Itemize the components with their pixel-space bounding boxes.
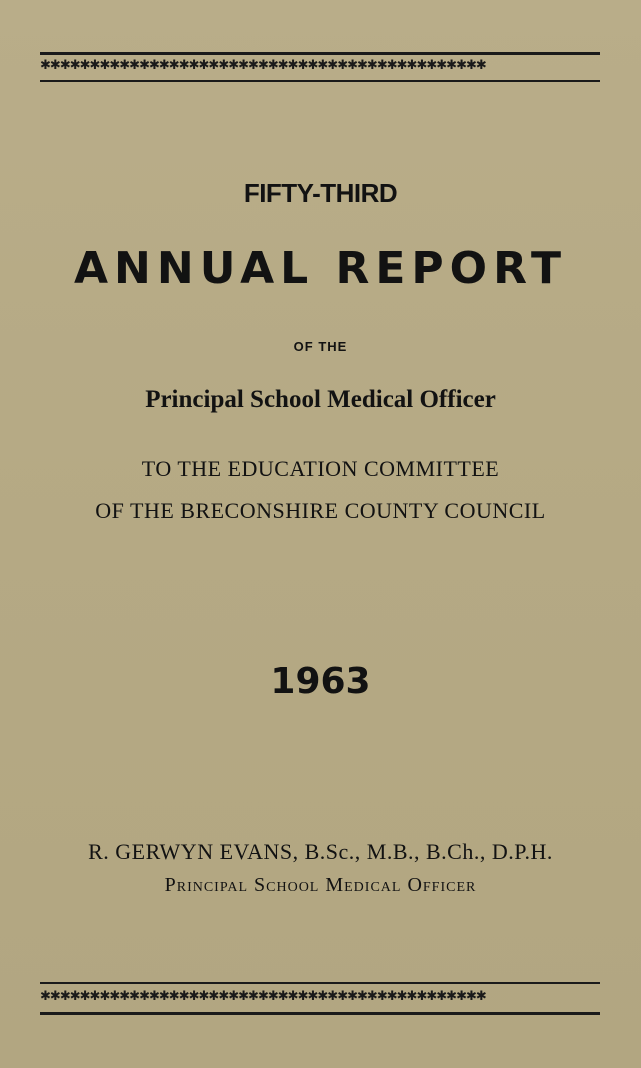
star-icon: ✱ bbox=[436, 989, 447, 1004]
star-icon: ✱ bbox=[228, 58, 239, 73]
star-icon: ✱ bbox=[158, 58, 169, 73]
star-icon: ✱ bbox=[446, 989, 457, 1004]
star-icon: ✱ bbox=[277, 58, 288, 73]
author-name: R. GERWYN EVANS, B.Sc., M.B., B.Ch., D.P.H. bbox=[88, 839, 553, 864]
star-icon: ✱ bbox=[109, 989, 120, 1004]
star-icon: ✱ bbox=[218, 58, 229, 73]
report-ordinal: FIFTY-THIRD bbox=[243, 178, 398, 208]
star-icon: ✱ bbox=[198, 989, 209, 1004]
star-icon: ✱ bbox=[257, 989, 268, 1004]
star-icon: ✱ bbox=[139, 989, 149, 1004]
star-icon: ✱ bbox=[248, 58, 258, 73]
star-icon: ✱ bbox=[287, 58, 298, 73]
star-icon: ✱ bbox=[267, 989, 278, 1004]
star-icon: ✱ bbox=[386, 989, 397, 1004]
star-icon: ✱ bbox=[267, 58, 278, 73]
star-icon: ✱ bbox=[357, 989, 367, 1004]
star-icon: ✱ bbox=[248, 989, 258, 1004]
star-icon: ✱ bbox=[129, 58, 140, 73]
star-icon: ✱ bbox=[99, 989, 110, 1004]
star-icon: ✱ bbox=[188, 58, 199, 73]
report-year: 1963 bbox=[270, 661, 371, 702]
star-icon: ✱ bbox=[89, 58, 100, 73]
star-icon: ✱ bbox=[297, 58, 308, 73]
report-title: ANNUAL REPORT bbox=[74, 243, 567, 294]
star-icon: ✱ bbox=[416, 989, 427, 1004]
star-icon: ✱ bbox=[49, 58, 60, 73]
bottom-border-upper-rule bbox=[40, 982, 600, 984]
star-icon: ✱ bbox=[327, 58, 338, 73]
star-icon: ✱ bbox=[456, 989, 466, 1004]
star-icon: ✱ bbox=[456, 58, 466, 73]
star-icon: ✱ bbox=[139, 58, 149, 73]
star-icon: ✱ bbox=[168, 989, 179, 1004]
star-icon: ✱ bbox=[148, 989, 159, 1004]
star-icon: ✱ bbox=[238, 58, 249, 73]
star-icon: ✱ bbox=[277, 989, 288, 1004]
star-icon: ✱ bbox=[396, 989, 407, 1004]
star-icon: ✱ bbox=[465, 989, 476, 1004]
star-icon: ✱ bbox=[119, 58, 130, 73]
top-border-upper-rule bbox=[40, 52, 600, 55]
author-position: Principal School Medical Officer bbox=[164, 874, 477, 896]
star-icon: ✱ bbox=[465, 58, 476, 73]
star-icon: ✱ bbox=[218, 989, 229, 1004]
star-icon: ✱ bbox=[406, 58, 417, 73]
star-icon: ✱ bbox=[307, 989, 318, 1004]
star-icon: ✱ bbox=[426, 58, 437, 73]
star-icon: ✱ bbox=[178, 989, 189, 1004]
star-icon: ✱ bbox=[69, 989, 80, 1004]
bottom-star-ornament-row bbox=[40, 989, 600, 1005]
star-icon: ✱ bbox=[129, 989, 140, 1004]
star-icon: ✱ bbox=[59, 989, 70, 1004]
star-icon: ✱ bbox=[347, 989, 357, 1004]
star-icon: ✱ bbox=[366, 989, 377, 1004]
star-icon: ✱ bbox=[119, 989, 130, 1004]
star-icon: ✱ bbox=[238, 989, 249, 1004]
star-icon: ✱ bbox=[89, 989, 100, 1004]
officer-heading: Principal School Medical Officer bbox=[145, 386, 496, 413]
star-icon: ✱ bbox=[198, 58, 209, 73]
star-icon: ✱ bbox=[446, 58, 457, 73]
star-icon: ✱ bbox=[416, 58, 427, 73]
star-icon: ✱ bbox=[109, 58, 120, 73]
bottom-border-lower-rule bbox=[40, 1012, 600, 1015]
star-icon: ✱ bbox=[406, 989, 417, 1004]
star-icon: ✱ bbox=[148, 58, 159, 73]
star-icon: ✱ bbox=[337, 58, 348, 73]
star-icon: ✱ bbox=[188, 989, 199, 1004]
star-icon: ✱ bbox=[49, 989, 60, 1004]
top-star-ornament-row bbox=[40, 58, 600, 74]
star-icon: ✱ bbox=[396, 58, 407, 73]
star-icon: ✱ bbox=[376, 58, 387, 73]
star-icon: ✱ bbox=[168, 58, 179, 73]
star-icon: ✱ bbox=[426, 989, 437, 1004]
star-icon: ✱ bbox=[357, 58, 367, 73]
star-icon: ✱ bbox=[257, 58, 268, 73]
star-icon: ✱ bbox=[287, 989, 298, 1004]
star-icon: ✱ bbox=[317, 58, 328, 73]
star-icon: ✱ bbox=[376, 989, 387, 1004]
star-icon: ✱ bbox=[475, 989, 486, 1004]
star-icon: ✱ bbox=[475, 58, 486, 73]
star-icon: ✱ bbox=[99, 58, 110, 73]
star-icon: ✱ bbox=[327, 989, 338, 1004]
star-icon: ✱ bbox=[69, 58, 80, 73]
star-icon: ✱ bbox=[307, 58, 318, 73]
star-icon: ✱ bbox=[436, 58, 447, 73]
star-icon: ✱ bbox=[158, 989, 169, 1004]
star-icon: ✱ bbox=[228, 989, 239, 1004]
star-icon: ✱ bbox=[347, 58, 357, 73]
top-border-lower-rule bbox=[40, 80, 600, 82]
star-icon: ✱ bbox=[337, 989, 348, 1004]
star-icon: ✱ bbox=[79, 989, 90, 1004]
star-icon: ✱ bbox=[386, 58, 397, 73]
star-icon: ✱ bbox=[178, 58, 189, 73]
star-icon: ✱ bbox=[208, 989, 219, 1004]
of-the-label: OF THE bbox=[293, 339, 348, 354]
star-icon: ✱ bbox=[317, 989, 328, 1004]
star-icon: ✱ bbox=[208, 58, 219, 73]
council-line: OF THE BRECONSHIRE COUNTY COUNCIL bbox=[95, 498, 546, 523]
star-icon: ✱ bbox=[366, 58, 377, 73]
star-icon: ✱ bbox=[59, 58, 70, 73]
committee-line: TO THE EDUCATION COMMITTEE bbox=[141, 456, 500, 481]
star-icon: ✱ bbox=[79, 58, 90, 73]
star-icon: ✱ bbox=[40, 989, 50, 1004]
star-icon: ✱ bbox=[40, 58, 50, 73]
star-icon: ✱ bbox=[297, 989, 308, 1004]
